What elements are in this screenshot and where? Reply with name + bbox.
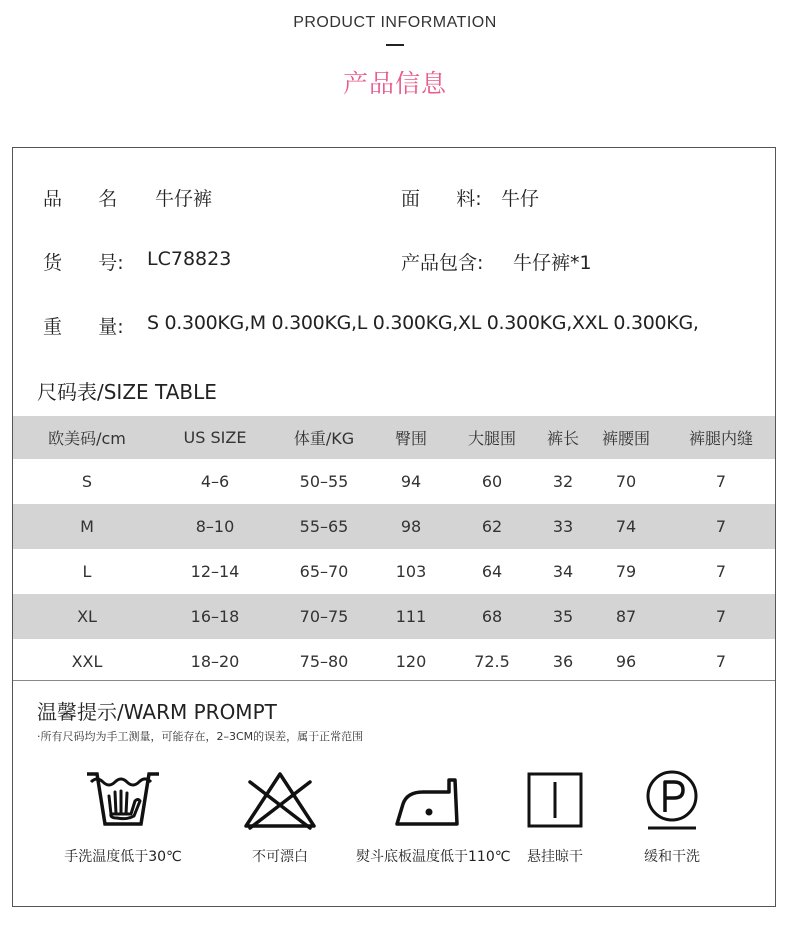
table-cell: 68 xyxy=(443,594,541,639)
sku-value: LC78823 xyxy=(147,248,232,270)
no-bleach-label: 不可漂白 xyxy=(252,849,308,865)
table-cell: M xyxy=(13,504,161,549)
warm-prompt-title: 温馨提示/WARM PROMPT xyxy=(37,700,277,724)
size-table-title: 尺码表/SIZE TABLE xyxy=(37,380,217,404)
table-cell: XXL xyxy=(71,652,103,671)
header-divider xyxy=(386,44,404,46)
gentle-dry-clean-icon xyxy=(632,768,712,832)
table-cell: 16–18 xyxy=(161,594,269,639)
gentle-dry-clean-label: 缓和干洗 xyxy=(644,849,700,865)
weight-value: S 0.300KG,M 0.300KG,L 0.300KG,XL 0.300KG,XXL 0.300KG, xyxy=(147,312,699,334)
hand-wash-label: 手洗温度低于30℃ xyxy=(64,849,182,865)
care-item xyxy=(205,768,355,866)
header-length: 裤长 xyxy=(541,416,585,459)
table-cell: 8–10 xyxy=(161,504,269,549)
care-item xyxy=(48,768,198,866)
care-item xyxy=(597,768,747,866)
fabric-value: 牛仔 xyxy=(501,188,540,210)
table-cell: 62 xyxy=(443,504,541,549)
table-cell: 4–6 xyxy=(200,472,230,491)
table-cell: 70 xyxy=(615,472,637,491)
table-row xyxy=(13,639,775,684)
table-cell: 74 xyxy=(585,504,667,549)
table-cell: 7 xyxy=(715,562,727,581)
header-inseam: 裤腿内缝 xyxy=(667,416,775,459)
table-cell: 103 xyxy=(395,562,427,581)
weight-label: 重 量: xyxy=(43,316,124,338)
table-cell: 70–75 xyxy=(269,594,379,639)
table-row xyxy=(13,549,775,594)
table-row xyxy=(13,459,775,504)
hang-dry-icon xyxy=(515,768,595,832)
table-cell: 96 xyxy=(615,652,637,671)
iron-label: 熨斗底板温度低于110℃ xyxy=(356,849,511,865)
table-row xyxy=(13,594,775,639)
table-cell: 7 xyxy=(715,472,727,491)
no-bleach-icon xyxy=(240,768,320,832)
table-cell: XL xyxy=(13,594,161,639)
header-title-cn: 产品信息 xyxy=(342,69,447,98)
header-us-size: US SIZE xyxy=(161,416,269,459)
table-cell: 34 xyxy=(552,562,574,581)
table-cell: 18–20 xyxy=(190,652,240,671)
section-divider xyxy=(13,680,775,681)
table-cell: 72.5 xyxy=(474,652,510,671)
warm-prompt-note: ·所有尺码均为手工测量，可能存在，2–3CM的误差，属于正常范围 xyxy=(37,730,364,743)
fabric-label: 面 料: xyxy=(401,188,482,210)
table-cell: 50–55 xyxy=(299,472,349,491)
hang-dry-label: 悬挂晾干 xyxy=(527,849,583,865)
hand-wash-icon xyxy=(83,768,163,832)
sku-label: 货 号: xyxy=(43,252,124,274)
name-label: 品 名 xyxy=(43,188,118,210)
table-row xyxy=(13,504,775,549)
package-value: 牛仔裤*1 xyxy=(513,252,592,274)
size-table xyxy=(13,416,775,684)
table-cell: 7 xyxy=(667,504,775,549)
header-thigh: 大腿围 xyxy=(443,416,541,459)
table-cell: 7 xyxy=(715,652,727,671)
table-cell: 32 xyxy=(552,472,574,491)
table-cell: 94 xyxy=(400,472,422,491)
iron-icon xyxy=(391,768,471,832)
table-cell: 65–70 xyxy=(299,562,349,581)
header-title-en: PRODUCT INFORMATION xyxy=(293,14,497,31)
header-waist: 裤腰围 xyxy=(585,416,667,459)
table-cell: 120 xyxy=(395,652,427,671)
table-cell: L xyxy=(82,562,92,581)
table-cell: 87 xyxy=(585,594,667,639)
table-cell: 75–80 xyxy=(299,652,349,671)
table-cell: 7 xyxy=(667,594,775,639)
product-info-panel xyxy=(12,147,776,907)
table-cell: 35 xyxy=(541,594,585,639)
header-eu-size: 欧美码/cm xyxy=(13,416,161,459)
table-cell: 12–14 xyxy=(190,562,240,581)
table-cell: 111 xyxy=(379,594,443,639)
package-label: 产品包含: xyxy=(401,252,484,274)
table-cell: 64 xyxy=(481,562,503,581)
table-cell: 36 xyxy=(552,652,574,671)
table-cell: 79 xyxy=(615,562,637,581)
table-cell: 33 xyxy=(541,504,585,549)
header-weight: 体重/KG xyxy=(269,416,379,459)
name-value: 牛仔裤 xyxy=(155,188,213,210)
header-hip: 臀围 xyxy=(379,416,443,459)
table-cell: 60 xyxy=(481,472,503,491)
table-cell: 55–65 xyxy=(269,504,379,549)
size-table-header-row xyxy=(13,416,775,459)
table-cell: S xyxy=(81,472,93,491)
table-cell: 98 xyxy=(379,504,443,549)
